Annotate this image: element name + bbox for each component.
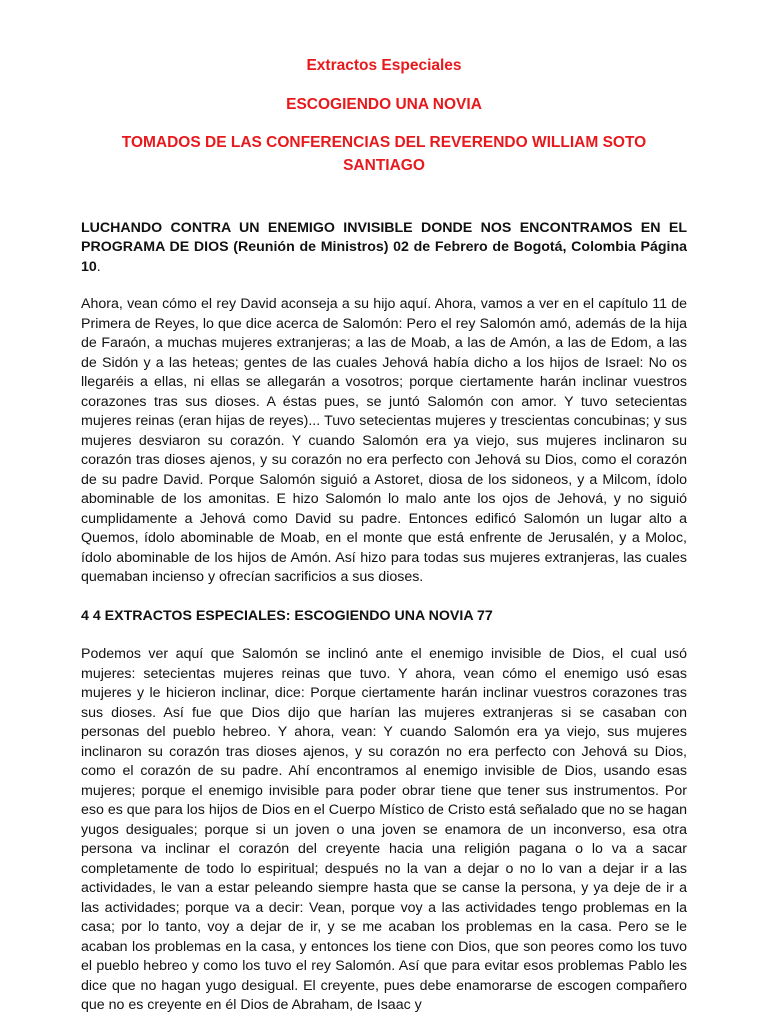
section-heading: 4 4 EXTRACTOS ESPECIALES: ESCOGIENDO UNA NOVIA 77 [81, 607, 493, 624]
body-paragraph-2: Podemos ver aquí que Salomón se inclinó ante el enemigo invisible de Dios, el cual usó mujeres: setecientas mujeres reinas que tuvo. Y ahora, vean cómo el enemigo usó esas mujeres y le hicieron inclinar, dice: Porque ciertamente harán inclinar vuestros corazones tras sus dioses. Así fue que Dios dijo que harían las mujeres extranjeras si se casaban con personas del pueblo hebreo. Y ahora, vean: Y cuando Salomón era ya viejo, sus mujeres inclinaron su corazón tras dioses ajenos, y su corazón no era perfecto con Jehová su Dios, como el corazón de su padre. Ahí encontramos al enemigo invisible de Dios, usando esas mujeres; porque el enemigo invisible para poder obrar tiene que tener sus instrumentos. Por eso es que para los hijos de Dios en el Cuerpo Místico de Cristo está señalado que no se hagan yugos desiguales; porque si un joven o una joven se enamora de un inconverso, esa otra persona va inclinar el corazón del creyente hacia una religión pagana o lo va a sacar completamente de todo lo espiritual; después no la van a dejar o no lo van a dejar ir a las actividades, le van a estar peleando siempre hasta que se canse la persona, y ya deje de ir a las actividades; porque va a decir: Vean, porque voy a las actividades tengo problemas en la casa; por lo tanto, voy a dejar de ir, y se me acaban los problemas en la casa. Pero se le acaban los problemas en la casa, y entonces los tiene con Dios, que son peores como los tuvo el pueblo hebreo y como los tuvo el rey Salomón. Así que para evitar esos problemas Pablo les dice que no hagan yugo desigual. El creyente, pues debe enamorarse de escogen compañero que no es creyente en él Dios de Abraham, de Isaac y [81, 646, 687, 1014]
doc-title: Extractos Especiales [306, 57, 462, 74]
body-paragraph-1: Ahora, vean cómo el rey David aconseja a su hijo aquí. Ahora, vamos a ver en el capítulo 11 de Primera de Reyes, lo que dice acerca de Salomón: Pero el rey Salomón amó, además de la hija de Faraón, a muchas mujeres extranjeras; a las de Moab, a las de Amón, a las de Edom, a las de Sidón y a las heteas; gentes de las cuales Jehová había dicho a los hijos de Israel: No os llegaréis a ellas, ni ellas se allegarán a vosotros; porque ciertamente harán inclinar vuestros corazones tras sus dioses. A éstas pues, se juntó Salomón con amor. Y tuvo setecientas mujeres reinas (eran hijas de reyes)... Tuvo setecientas mujeres y trescientas concubinas; y sus mujeres desviaron su corazón. Y cuando Salomón era ya viejo, sus mujeres inclinaron su corazón tras dioses ajenos, y su corazón no era perfecto con Jehová su Dios, como el corazón de su padre David. Porque Salomón siguió a Astoret, diosa de los sidoneos, y a Milcom, ídolo abominable de los amonitas. E hizo Salomón lo malo ante los ojos de Jehová, y no siguió cumplidamente a Jehová como David su padre. Entonces edificó Salomón un lugar alto a Quemos, ídolo abominable de Moab, en el monte que está enfrente de Jerusalén, y a Moloc, ídolo abominable de los hijos de Amón. Así hizo para todas sus mujeres extranjeras, las cuales quemaban incienso y ofrecían sacrificios a sus dioses. [81, 296, 687, 586]
doc-subtitle: ESCOGIENDO UNA NOVIA [286, 96, 482, 113]
source-suffix: . [96, 258, 101, 275]
source-text: LUCHANDO CONTRA UN ENEMIGO INVISIBLE DONDE NOS ENCONTRAMOS EN EL PROGRAMA DE DIOS (Reunión de Ministros) 02 de Febrero de Bogotá, Colombia Página 10 [81, 220, 687, 275]
doc-attribution: TOMADOS DE LAS CONFERENCIAS DEL REVERENDO WILLIAM SOTO SANTIAGO [121, 134, 647, 174]
source-reference [81, 219, 687, 277]
